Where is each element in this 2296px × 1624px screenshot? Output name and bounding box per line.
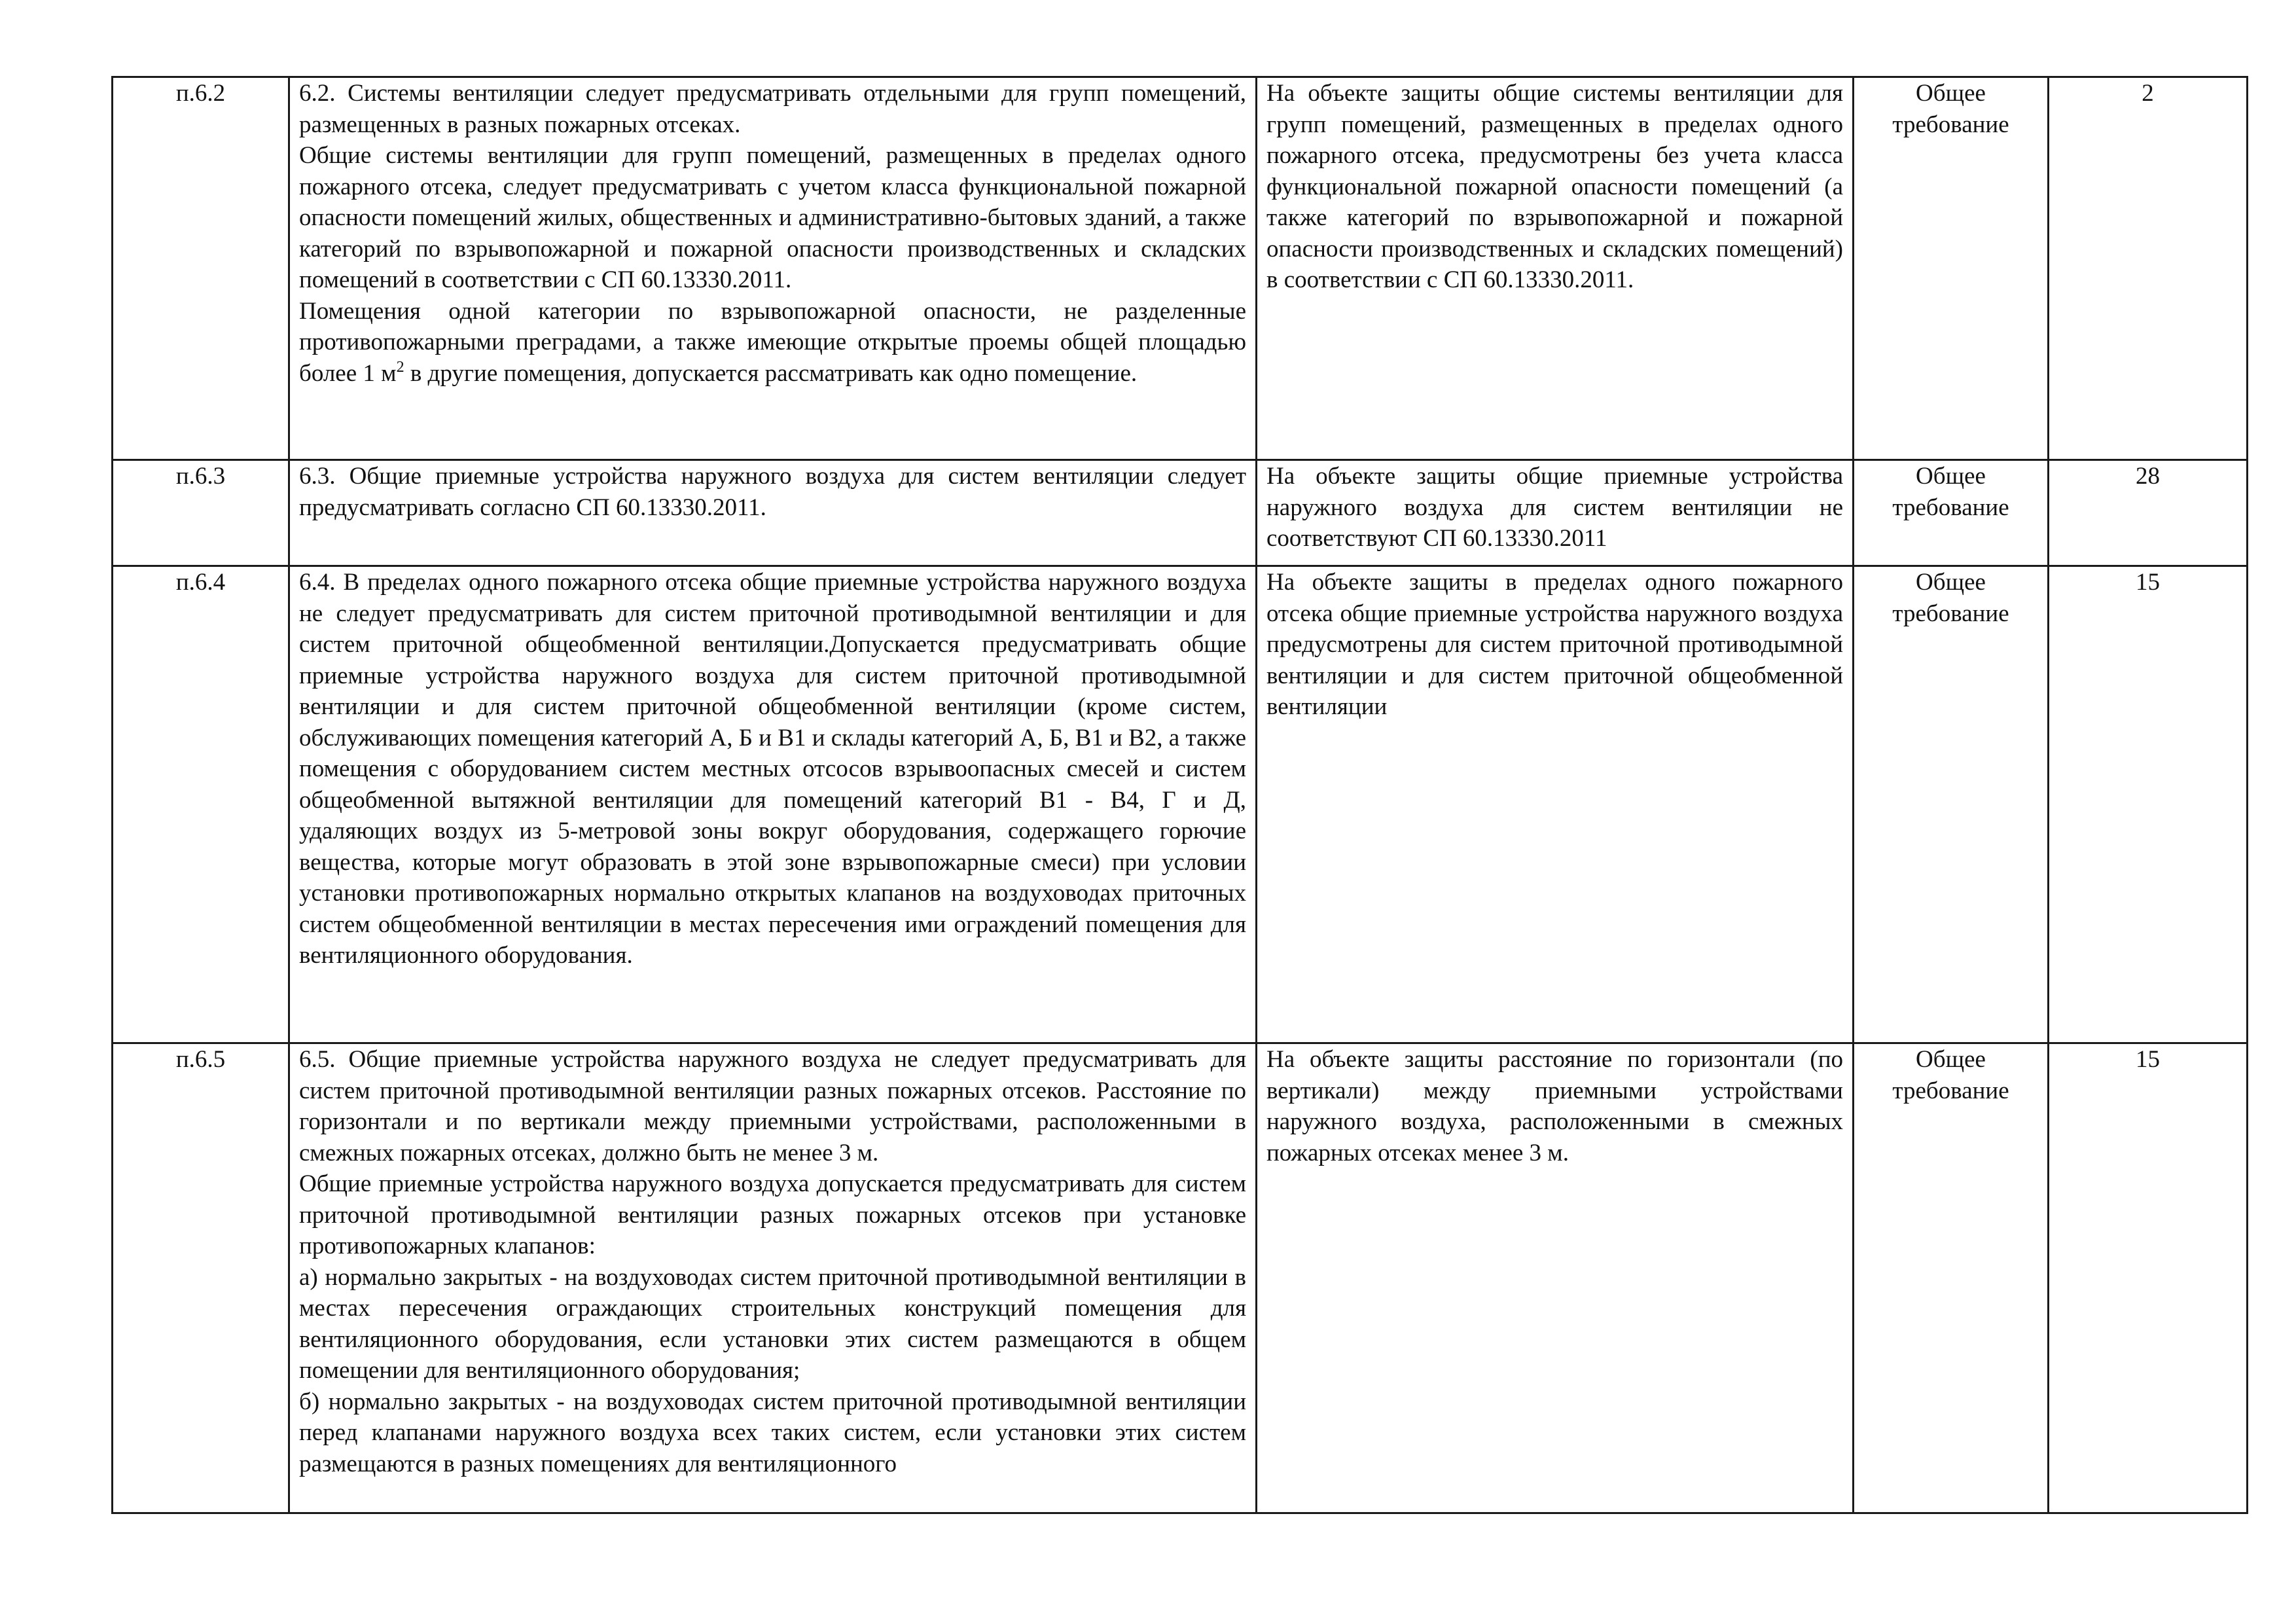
superscript: 2 <box>396 358 404 376</box>
observation-cell <box>1257 566 1854 1043</box>
ref-cell <box>113 77 289 460</box>
ref-label: п.6.3 <box>175 463 226 490</box>
type-cell <box>1854 77 2049 460</box>
requirement-paragraph: 6.2. Системы вентиляции следует предусматривать отдельными для групп помещений, размещенных в разных пожарных отсеках. <box>299 80 1246 138</box>
table-row <box>113 566 2248 1043</box>
number-cell <box>2049 566 2248 1043</box>
observation-cell <box>1257 1043 1854 1513</box>
requirement-type: Общее требование <box>1892 1046 2009 1104</box>
type-cell <box>1854 566 2049 1043</box>
requirement-text-fragment: в другие помещения, допускается рассматривать как одно помещение. <box>404 359 1138 387</box>
requirement-paragraph: 6.4. В пределах одного пожарного отсека общие приемные устройства наружного воздуха не следует предусматривать для систем приточной противодымной вентиляции и для систем приточной общеобменной вентиляции.Допускается предусматривать общие приемные устройства наружного воздуха для систем приточной противодымной вентиляции и для систем приточной общеобменной вентиляции (кроме систем, обслуживающих помещения категорий А, Б и В1 и склады категорий А, Б, В1 и В2, а также помещения с оборудованием систем местных отсосов взрывоопасных смесей и систем общеобменной вытяжной вентиляции для помещений категорий В1 - В4, Г и Д, удаляющих воздух из 5-метровой зоны вокруг оборудования, содержащего горючие вещества, которые могут образовать в этой зоне взрывопожарные смеси) при условии установки противопожарных нормально открытых клапанов на воздуховодах приточных систем общеобменной вентиляции в местах пересечения ими ограждений помещения для вентиляционного оборудования. <box>299 569 1246 969</box>
requirement-paragraph: а) нормально закрытых - на воздуховодах систем приточной противодымной вентиляции в местах пересечения ограждающих строительных конструкций помещения для вентиляционного оборудования, если установки этих систем размещаются в общем помещении для вентиляционного оборудования; <box>299 1263 1246 1384</box>
requirement-text-fragment: Помещения одной категории по взрывопожарной опасности, не разделенные противопожарными преградами, а также имеющие открытые проемы общей площадью более 1 м <box>299 297 1246 387</box>
row-number: 15 <box>2136 1046 2160 1073</box>
requirement-paragraph: б) нормально закрытых - на воздуховодах систем приточной противодымной вентиляции перед клапанами наружного воздуха всех таких систем, если установки этих систем размещаются в разных помещениях для вентиляционного <box>299 1388 1246 1477</box>
observation-text: На объекте защиты общие системы вентиляции для групп помещений, размещенных в пределах одного пожарного отсека, предусмотрены без учета класса функциональной пожарной опасности помещений (а также категорий по взрывопожарной и пожарной опасности производственных и складских помещений) в соответствии с СП 60.13330.2011. <box>1266 80 1843 293</box>
number-cell <box>2049 1043 2248 1513</box>
requirement-type: Общее требование <box>1892 569 2009 627</box>
table-row <box>113 460 2248 566</box>
table-row <box>113 77 2248 460</box>
observation-cell <box>1257 460 1854 566</box>
observation-cell <box>1257 77 1854 460</box>
requirement-paragraph: 6.5. Общие приемные устройства наружного воздуха не следует предусматривать для систем приточной противодымной вентиляции разных пожарных отсеков. Расстояние по горизонтали и по вертикали между приемными устройствами, расположенными в смежных пожарных отсеках, должно быть не менее 3 м. <box>299 1046 1246 1166</box>
requirement-paragraph <box>299 296 1246 389</box>
requirements-table <box>111 76 2248 1514</box>
observation-text: На объекте защиты общие приемные устройства наружного воздуха для систем вентиляции не соответствуют СП 60.13330.2011 <box>1266 463 1843 552</box>
requirement-text-cell <box>289 460 1257 566</box>
ref-cell <box>113 1043 289 1513</box>
requirement-paragraph: Общие системы вентиляции для групп помещений, размещенных в пределах одного пожарного отсека, следует предусматривать с учетом класса функциональной пожарной опасности помещений жилых, общественных и административно-бытовых зданий, а также категорий по взрывопожарной и пожарной опасности производственных и складских помещений в соответствии с СП 60.13330.2011. <box>299 142 1246 293</box>
observation-text: На объекте защиты расстояние по горизонтали (по вертикали) между приемными устройствами наружного воздуха, расположенными в смежных пожарных отсеках менее 3 м. <box>1266 1046 1843 1166</box>
ref-cell <box>113 566 289 1043</box>
table-row <box>113 1043 2248 1513</box>
requirement-paragraph: Общие приемные устройства наружного воздуха допускается предусматривать для систем приточной противодымной вентиляции разных пожарных отсеков при установке противопожарных клапанов: <box>299 1170 1246 1259</box>
row-number: 28 <box>2136 463 2160 490</box>
requirement-type: Общее требование <box>1892 80 2009 138</box>
requirement-text-cell <box>289 77 1257 460</box>
row-number: 2 <box>2142 80 2154 107</box>
requirement-text-cell <box>289 566 1257 1043</box>
ref-cell <box>113 460 289 566</box>
row-number: 15 <box>2136 569 2160 596</box>
requirement-text-cell <box>289 1043 1257 1513</box>
ref-label: п.6.4 <box>175 569 226 596</box>
type-cell <box>1854 1043 2049 1513</box>
number-cell <box>2049 460 2248 566</box>
ref-label: п.6.2 <box>175 80 226 107</box>
number-cell <box>2049 77 2248 460</box>
type-cell <box>1854 460 2049 566</box>
requirement-paragraph: 6.3. Общие приемные устройства наружного воздуха для систем вентиляции следует предусматривать согласно СП 60.13330.2011. <box>299 463 1246 521</box>
requirement-type: Общее требование <box>1892 463 2009 521</box>
observation-text: На объекте защиты в пределах одного пожарного отсека общие приемные устройства наружного воздуха предусмотрены для систем приточной противодымной вентиляции и для систем приточной общеобменной вентиляции <box>1266 569 1843 720</box>
ref-label: п.6.5 <box>175 1046 226 1073</box>
